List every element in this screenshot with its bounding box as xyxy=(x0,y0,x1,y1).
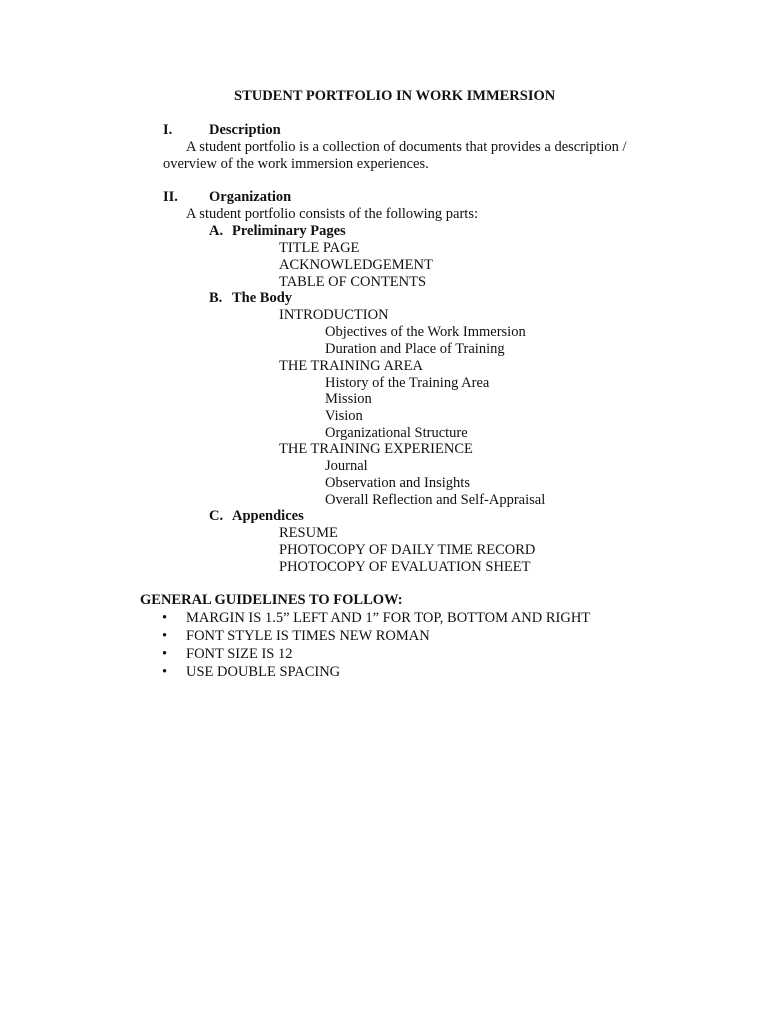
section-heading-organization: Organization xyxy=(209,189,292,205)
list-item: PHOTOCOPY OF EVALUATION SHEET xyxy=(279,559,531,575)
list-item: Objectives of the Work Immersion xyxy=(325,324,526,340)
list-item: Overall Reflection and Self-Appraisal xyxy=(325,492,546,508)
bullet-icon: • xyxy=(162,628,168,644)
list-item: ACKNOWLEDGEMENT xyxy=(279,257,433,273)
list-item: Observation and Insights xyxy=(325,475,470,491)
part-letter: C. xyxy=(209,508,224,524)
part-letter: B. xyxy=(209,290,223,306)
list-item: TITLE PAGE xyxy=(279,240,360,256)
bullet-icon: • xyxy=(162,664,168,680)
list-item: Vision xyxy=(325,408,363,424)
description-paragraph-line-1: A student portfolio is a collection of documents that provides a description / xyxy=(186,139,627,155)
list-item: History of the Training Area xyxy=(325,375,490,391)
document-title: STUDENT PORTFOLIO IN WORK IMMERSION xyxy=(234,88,556,104)
list-item: Organizational Structure xyxy=(325,425,468,441)
group-heading-training-experience: THE TRAINING EXPERIENCE xyxy=(279,441,473,457)
part-heading-appendices: Appendices xyxy=(232,508,304,524)
guideline-item: FONT STYLE IS TIMES NEW ROMAN xyxy=(186,628,430,644)
guideline-item: FONT SIZE IS 12 xyxy=(186,646,293,662)
guideline-item: MARGIN IS 1.5” LEFT AND 1” FOR TOP, BOTTOM AND RIGHT xyxy=(186,610,591,626)
section-number: II. xyxy=(163,189,178,205)
section-number: I. xyxy=(163,122,173,138)
guideline-item: USE DOUBLE SPACING xyxy=(186,664,341,680)
part-heading-preliminary-pages: Preliminary Pages xyxy=(232,223,346,239)
group-heading-training-area: THE TRAINING AREA xyxy=(279,358,423,374)
group-heading-introduction: INTRODUCTION xyxy=(279,307,389,323)
list-item: Mission xyxy=(325,391,372,407)
description-paragraph-line-2: overview of the work immersion experiences. xyxy=(163,156,429,172)
list-item: Duration and Place of Training xyxy=(325,341,505,357)
part-heading-the-body: The Body xyxy=(232,290,293,306)
list-item: RESUME xyxy=(279,525,338,541)
list-item: TABLE OF CONTENTS xyxy=(279,274,427,290)
list-item: PHOTOCOPY OF DAILY TIME RECORD xyxy=(279,542,536,558)
guidelines-heading: GENERAL GUIDELINES TO FOLLOW: xyxy=(140,592,403,608)
list-item: Journal xyxy=(325,458,368,474)
bullet-icon: • xyxy=(162,610,168,626)
organization-intro: A student portfolio consists of the following parts: xyxy=(186,206,478,222)
bullet-icon: • xyxy=(162,646,168,662)
part-letter: A. xyxy=(209,223,224,239)
section-heading-description: Description xyxy=(209,122,281,138)
